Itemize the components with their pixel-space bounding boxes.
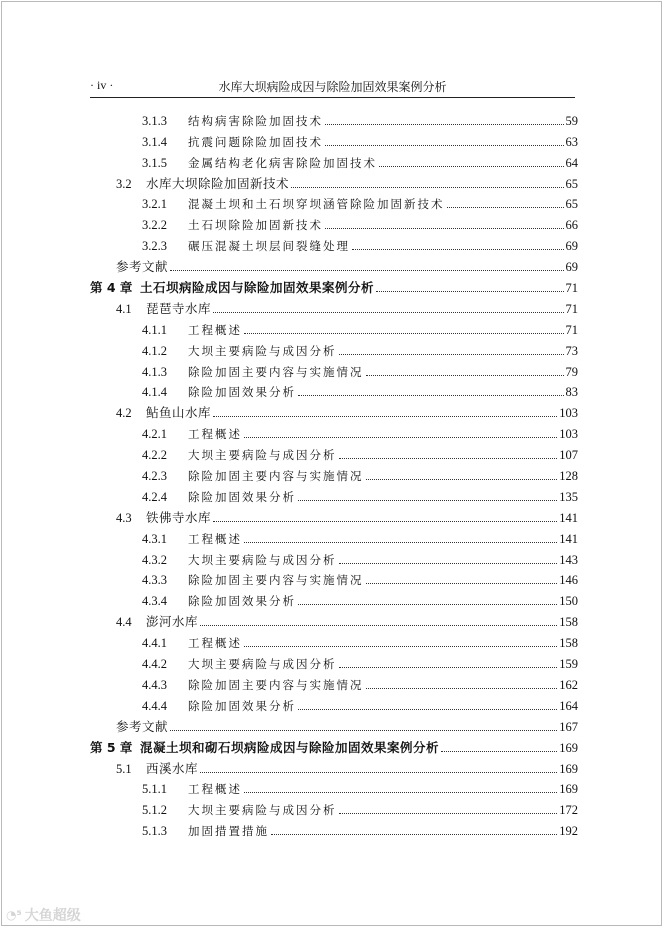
dot-leader — [366, 479, 558, 480]
toc-entry-number: 5.1.3 — [142, 824, 167, 839]
toc-entry-number: 4.3.4 — [142, 594, 167, 609]
toc-entry[interactable] — [90, 463, 578, 484]
dot-leader — [376, 291, 563, 292]
toc-entry[interactable] — [90, 296, 578, 317]
toc-entry-page: 141 — [559, 531, 578, 546]
toc-entry[interactable] — [90, 212, 578, 233]
toc-entry-title: 参考文献 — [116, 718, 169, 734]
toc-entry-number: 5.1.2 — [142, 803, 167, 818]
toc-entry-page: 79 — [565, 364, 578, 379]
toc-entry[interactable] — [90, 129, 578, 150]
toc-entry-number: 4.1 — [116, 301, 132, 316]
toc-entry-page: 159 — [559, 657, 578, 672]
toc-entry[interactable] — [90, 192, 578, 213]
toc-entry[interactable] — [90, 797, 578, 818]
toc-entry-title: 大坝主要病险与成因分析 — [188, 803, 337, 818]
toc-entry-title: 大坝主要病险与成因分析 — [188, 448, 337, 463]
toc-entry-page: 64 — [565, 155, 578, 170]
toc-entry-number: 3.2.3 — [142, 239, 167, 254]
dot-leader — [298, 604, 557, 605]
toc-entry-page: 135 — [559, 489, 578, 504]
dot-leader — [339, 667, 558, 668]
toc-entry-number: 4.4.4 — [142, 698, 167, 713]
dot-leader — [325, 145, 564, 146]
dot-leader — [244, 437, 557, 438]
header-page-number: · iv · — [90, 78, 114, 92]
dot-leader — [213, 312, 563, 313]
toc-entry-number: 4.3.3 — [142, 573, 167, 588]
toc-entry-title: 除险加固主要内容与实施情况 — [188, 573, 364, 588]
toc-entry-title: 工程概述 — [188, 782, 242, 797]
toc-entry[interactable] — [90, 233, 578, 254]
toc-entry[interactable] — [90, 317, 578, 338]
toc-entry-number: 4.2.1 — [142, 427, 167, 442]
toc-references-entry[interactable] — [90, 714, 578, 735]
toc-entry-title: 加固措置措施 — [188, 824, 269, 839]
toc-entry-page: 169 — [559, 782, 578, 797]
header-book-title: 水库大坝病险成因与除险加固效果案例分析 — [218, 80, 447, 94]
toc-entry-number: 4.2.2 — [142, 448, 167, 463]
toc-entry-title: 混凝土坝和砌石坝病险成因与除险加固效果案例分析 — [140, 739, 440, 755]
toc-entry-page: 146 — [559, 573, 578, 588]
toc-entry-page: 169 — [559, 761, 578, 776]
dot-leader — [441, 751, 557, 752]
toc-entry-title: 工程概述 — [188, 531, 242, 546]
toc-entry-page: 69 — [565, 239, 578, 254]
dot-leader — [352, 249, 564, 250]
table-of-contents — [90, 108, 578, 839]
toc-entry[interactable] — [90, 484, 578, 505]
toc-entry-number: 4.1.4 — [142, 385, 167, 400]
toc-entry-page: 141 — [559, 510, 578, 525]
toc-entry[interactable] — [90, 442, 578, 463]
toc-entry-number: 5.1.1 — [142, 782, 167, 797]
toc-entry-title: 金属结构老化病害除险加固技术 — [188, 155, 377, 170]
toc-entry-page: 162 — [559, 677, 578, 692]
toc-entry-title: 参考文献 — [116, 259, 169, 275]
dot-leader — [298, 395, 564, 396]
toc-entry[interactable] — [90, 672, 578, 693]
toc-entry-number: 4.3 — [116, 510, 132, 525]
dot-leader — [170, 270, 563, 271]
toc-entry-page: 63 — [565, 134, 578, 149]
toc-entry[interactable] — [90, 505, 578, 526]
dot-leader — [366, 688, 558, 689]
toc-entry-title: 除险加固主要内容与实施情况 — [188, 677, 364, 692]
toc-entry-page: 71 — [565, 301, 578, 316]
watermark-text: 大鱼超级 — [24, 908, 81, 924]
toc-entry-number: 4.4.3 — [142, 677, 167, 692]
dot-leader — [366, 583, 558, 584]
dot-leader — [244, 542, 557, 543]
dot-leader — [366, 375, 564, 376]
toc-entry-page: 69 — [565, 260, 578, 275]
toc-entry-page: 103 — [559, 406, 578, 421]
toc-entry-number: 4.4.2 — [142, 657, 167, 672]
toc-entry[interactable] — [90, 400, 578, 421]
toc-entry-page: 107 — [559, 448, 578, 463]
toc-entry-number: 3.1.5 — [142, 155, 167, 170]
toc-entry-page: 167 — [559, 719, 578, 734]
toc-entry-title: 铁佛寺水库 — [146, 509, 212, 525]
toc-entry-title: 工程概述 — [188, 636, 242, 651]
toc-entry-number: 4.4 — [116, 615, 132, 630]
toc-entry[interactable] — [90, 818, 578, 839]
toc-entry[interactable] — [90, 651, 578, 672]
toc-entry-page: 150 — [559, 594, 578, 609]
toc-chapter-entry[interactable] — [90, 735, 578, 756]
dot-leader — [244, 333, 564, 334]
toc-entry-title: 大坝主要病险与成因分析 — [188, 343, 337, 358]
dot-leader — [339, 354, 564, 355]
toc-entry-number: 4.2.4 — [142, 489, 167, 504]
toc-entry[interactable] — [90, 609, 578, 630]
toc-entry[interactable] — [90, 756, 578, 777]
toc-entry-page: 192 — [559, 824, 578, 839]
toc-entry[interactable] — [90, 568, 578, 589]
toc-entry-title: 除险加固主要内容与实施情况 — [188, 364, 364, 379]
toc-entry-page: 169 — [559, 740, 578, 755]
toc-entry-number: 3.1.3 — [142, 113, 167, 128]
dot-leader — [244, 646, 557, 647]
dot-leader — [298, 500, 557, 501]
toc-entry-number: 4.3.1 — [142, 531, 167, 546]
dot-leader — [170, 730, 557, 731]
toc-entry-page: 65 — [565, 197, 578, 212]
toc-entry[interactable] — [90, 380, 578, 401]
toc-entry-title: 工程概述 — [188, 427, 242, 442]
toc-entry-title: 水库大坝除险加固新技术 — [146, 175, 290, 191]
toc-entry[interactable] — [90, 693, 578, 714]
toc-entry[interactable] — [90, 171, 578, 192]
toc-entry[interactable] — [90, 630, 578, 651]
toc-entry-number: 3.2 — [116, 176, 132, 191]
toc-entry[interactable] — [90, 421, 578, 442]
toc-entry-page: 172 — [559, 803, 578, 818]
dot-leader — [298, 709, 557, 710]
toc-entry[interactable] — [90, 777, 578, 798]
toc-entry-title: 除险加固主要内容与实施情况 — [188, 469, 364, 484]
toc-entry-page: 65 — [565, 176, 578, 191]
dot-leader — [325, 124, 564, 125]
toc-entry-title: 除险加固效果分析 — [188, 594, 296, 609]
toc-chapter-entry[interactable] — [90, 275, 578, 296]
toc-entry-number: 3.2.1 — [142, 197, 167, 212]
toc-entry-page: 71 — [565, 281, 578, 296]
toc-entry-number: 4.1.1 — [142, 322, 167, 337]
toc-entry[interactable] — [90, 150, 578, 171]
toc-entry-title: 抗震问题除险加固技术 — [188, 134, 323, 149]
toc-entry-number: 4.3.2 — [142, 552, 167, 567]
toc-entry-number: 3.1.4 — [142, 134, 167, 149]
toc-entry-title: 碾压混凝土坝层间裂缝处理 — [188, 239, 350, 254]
dot-leader — [291, 187, 563, 188]
toc-entry[interactable] — [90, 526, 578, 547]
toc-entry-page: 128 — [559, 469, 578, 484]
toc-entry-number: 4.1.2 — [142, 343, 167, 358]
dot-leader — [213, 521, 557, 522]
toc-references-entry[interactable] — [90, 254, 578, 275]
watermark — [6, 905, 81, 925]
toc-entry-page: 164 — [559, 698, 578, 713]
toc-entry-number: 3.2.2 — [142, 218, 167, 233]
dot-leader — [379, 166, 564, 167]
dot-leader — [339, 813, 558, 814]
toc-entry-page: 59 — [565, 113, 578, 128]
toc-entry-title: 结构病害除险加固技术 — [188, 113, 323, 128]
toc-entry-page: 83 — [565, 385, 578, 400]
toc-entry-page: 73 — [565, 343, 578, 358]
toc-entry-title: 鲇鱼山水库 — [146, 405, 212, 421]
toc-entry-number: 4.2 — [116, 406, 132, 421]
toc-entry-page: 66 — [565, 218, 578, 233]
toc-entry[interactable] — [90, 359, 578, 380]
dot-leader — [244, 792, 557, 793]
toc-entry-title: 除险加固效果分析 — [188, 698, 296, 713]
dot-leader — [271, 834, 557, 835]
header-rule — [90, 97, 575, 98]
toc-entry-number: 4.4.1 — [142, 636, 167, 651]
toc-entry-number: 第 5 章 — [90, 739, 133, 755]
dot-leader — [325, 228, 564, 229]
toc-entry-title: 土石坝病险成因与除险加固效果案例分析 — [140, 280, 375, 296]
toc-entry[interactable] — [90, 588, 578, 609]
toc-entry-page: 158 — [559, 615, 578, 630]
dot-leader — [339, 563, 558, 564]
toc-entry[interactable] — [90, 338, 578, 359]
toc-entry-title: 除险加固效果分析 — [188, 385, 296, 400]
toc-entry-page: 103 — [559, 427, 578, 442]
toc-entry-page: 158 — [559, 636, 578, 651]
toc-entry[interactable] — [90, 547, 578, 568]
dot-leader — [200, 772, 557, 773]
dot-leader — [200, 625, 557, 626]
dot-leader — [213, 416, 557, 417]
toc-entry-title: 工程概述 — [188, 322, 242, 337]
toc-entry-page: 143 — [559, 552, 578, 567]
toc-entry-page: 71 — [565, 322, 578, 337]
toc-entry-number: 5.1 — [116, 761, 132, 776]
toc-entry-title: 大坝主要病险与成因分析 — [188, 657, 337, 672]
toc-entry-number: 第 4 章 — [90, 280, 133, 296]
toc-entry-title: 混凝土坝和土石坝穿坝涵管除险加固新技术 — [188, 197, 445, 212]
dot-leader — [339, 458, 558, 459]
toc-entry-title: 澎河水库 — [146, 614, 199, 630]
toc-entry-title: 大坝主要病险与成因分析 — [188, 552, 337, 567]
toc-entry-number: 4.2.3 — [142, 469, 167, 484]
toc-entry-title: 西溪水库 — [146, 760, 199, 776]
toc-entry-title: 除险加固效果分析 — [188, 489, 296, 504]
toc-entry-title: 土石坝除险加固新技术 — [188, 218, 323, 233]
fish-logo-icon: ◔⁵ — [6, 908, 22, 922]
toc-entry-number: 4.1.3 — [142, 364, 167, 379]
dot-leader — [447, 207, 564, 208]
running-header — [90, 78, 575, 94]
toc-entry-title: 琵琶寺水库 — [146, 300, 212, 316]
toc-entry[interactable] — [90, 108, 578, 129]
